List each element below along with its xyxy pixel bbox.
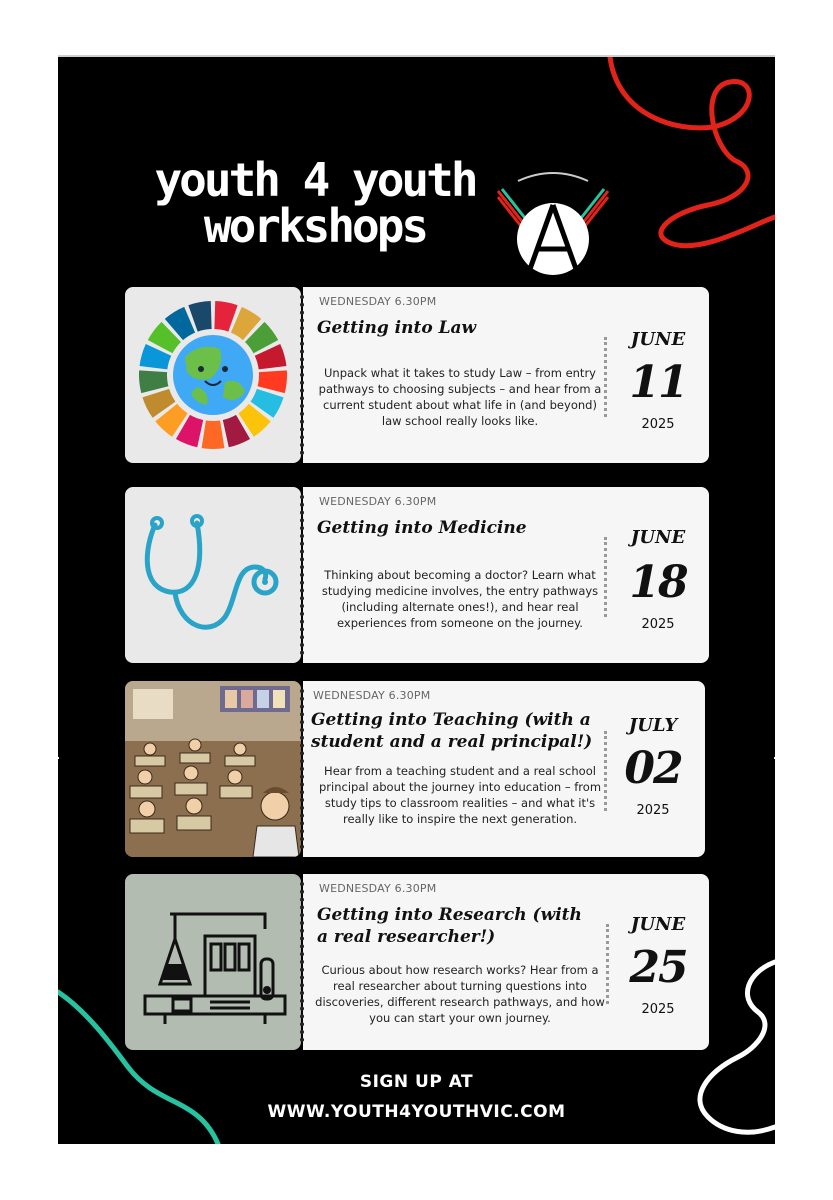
workshop-month: JUNE <box>630 527 686 548</box>
workshop-card-research <box>125 874 709 1050</box>
workshop-card-law <box>125 287 709 463</box>
poster-title <box>150 153 480 253</box>
globe-eye <box>198 366 204 372</box>
sdg-globe-icon <box>125 287 301 463</box>
workshop-card-medicine <box>125 487 709 663</box>
workshop-month: JUNE <box>630 329 686 350</box>
workshop-title: Getting into Medicine <box>317 518 527 538</box>
workshop-description: Curious about how research works? Hear from a real researcher about turning questions into discoveries, different research pathways, and how you can start your own journey. <box>315 963 605 1025</box>
workshop-day: 25 <box>629 942 687 993</box>
workshop-details <box>303 287 709 463</box>
workshop-description: Thinking about becoming a doctor? Learn what studying medicine involves, the entry pathways (including alternate ones!), and hear real experiences from someone on the journey. <box>321 568 599 630</box>
title-line-2: workshops <box>203 199 427 253</box>
workshop-details <box>303 487 709 663</box>
workshop-time: WEDNESDAY 6.30PM <box>319 882 437 895</box>
ticket-perforation <box>300 295 304 455</box>
workshop-description: Unpack what it takes to study Law – from entry pathways to choosing subjects – and hear from a current student about what life in (and beyond) law school really looks like. <box>318 366 602 428</box>
workshop-description: Hear from a teaching student and a real school principal about the journey into education – from study tips to classroom realities – and what it's really like to inspire the next generation. <box>318 764 602 826</box>
poster <box>58 57 775 1144</box>
workshop-day: 18 <box>629 557 687 608</box>
workshop-month: JUNE <box>630 914 686 935</box>
signup-url[interactable]: WWW.YOUTH4YOUTHVIC.COM <box>267 1102 566 1122</box>
divider-dots <box>604 337 607 417</box>
signup-label: SIGN UP AT <box>359 1072 474 1092</box>
workshop-time: WEDNESDAY 6.30PM <box>319 495 437 508</box>
workshop-details <box>303 874 709 1050</box>
title-line-1: youth 4 youth <box>154 153 476 207</box>
classroom-illustration <box>125 681 301 857</box>
workshop-details <box>303 681 705 857</box>
divider-dots <box>606 924 609 1004</box>
workshop-year: 2025 <box>636 803 670 818</box>
workshop-year: 2025 <box>641 617 675 632</box>
sdg-segment <box>139 370 168 393</box>
workshop-time: WEDNESDAY 6.30PM <box>313 689 431 702</box>
workshop-time: WEDNESDAY 6.30PM <box>319 295 437 308</box>
workshop-year: 2025 <box>641 417 675 432</box>
workshop-title: Getting into Teaching (with a student and a real principal!) <box>311 710 593 752</box>
youth-4-youth-logo <box>488 169 618 284</box>
divider-dots <box>604 537 607 617</box>
workshop-day: 02 <box>624 743 682 794</box>
laboratory-icon <box>125 874 301 1050</box>
workshop-day: 11 <box>629 357 687 408</box>
workshop-month: JULY <box>628 715 678 736</box>
divider-dots <box>604 731 607 811</box>
sdg-segment <box>258 370 287 393</box>
workshop-year: 2025 <box>641 1002 675 1017</box>
globe-eye <box>222 366 228 372</box>
sdg-segment <box>202 420 225 449</box>
workshop-card-teaching <box>125 681 705 857</box>
workshop-title: Getting into Law <box>317 318 477 338</box>
stethoscope-icon <box>125 487 301 663</box>
ticket-perforation <box>300 495 304 655</box>
ticket-perforation <box>300 882 304 1042</box>
workshop-title: Getting into Research (with a real researcher!) <box>317 905 582 947</box>
ticket-perforation <box>300 689 304 849</box>
